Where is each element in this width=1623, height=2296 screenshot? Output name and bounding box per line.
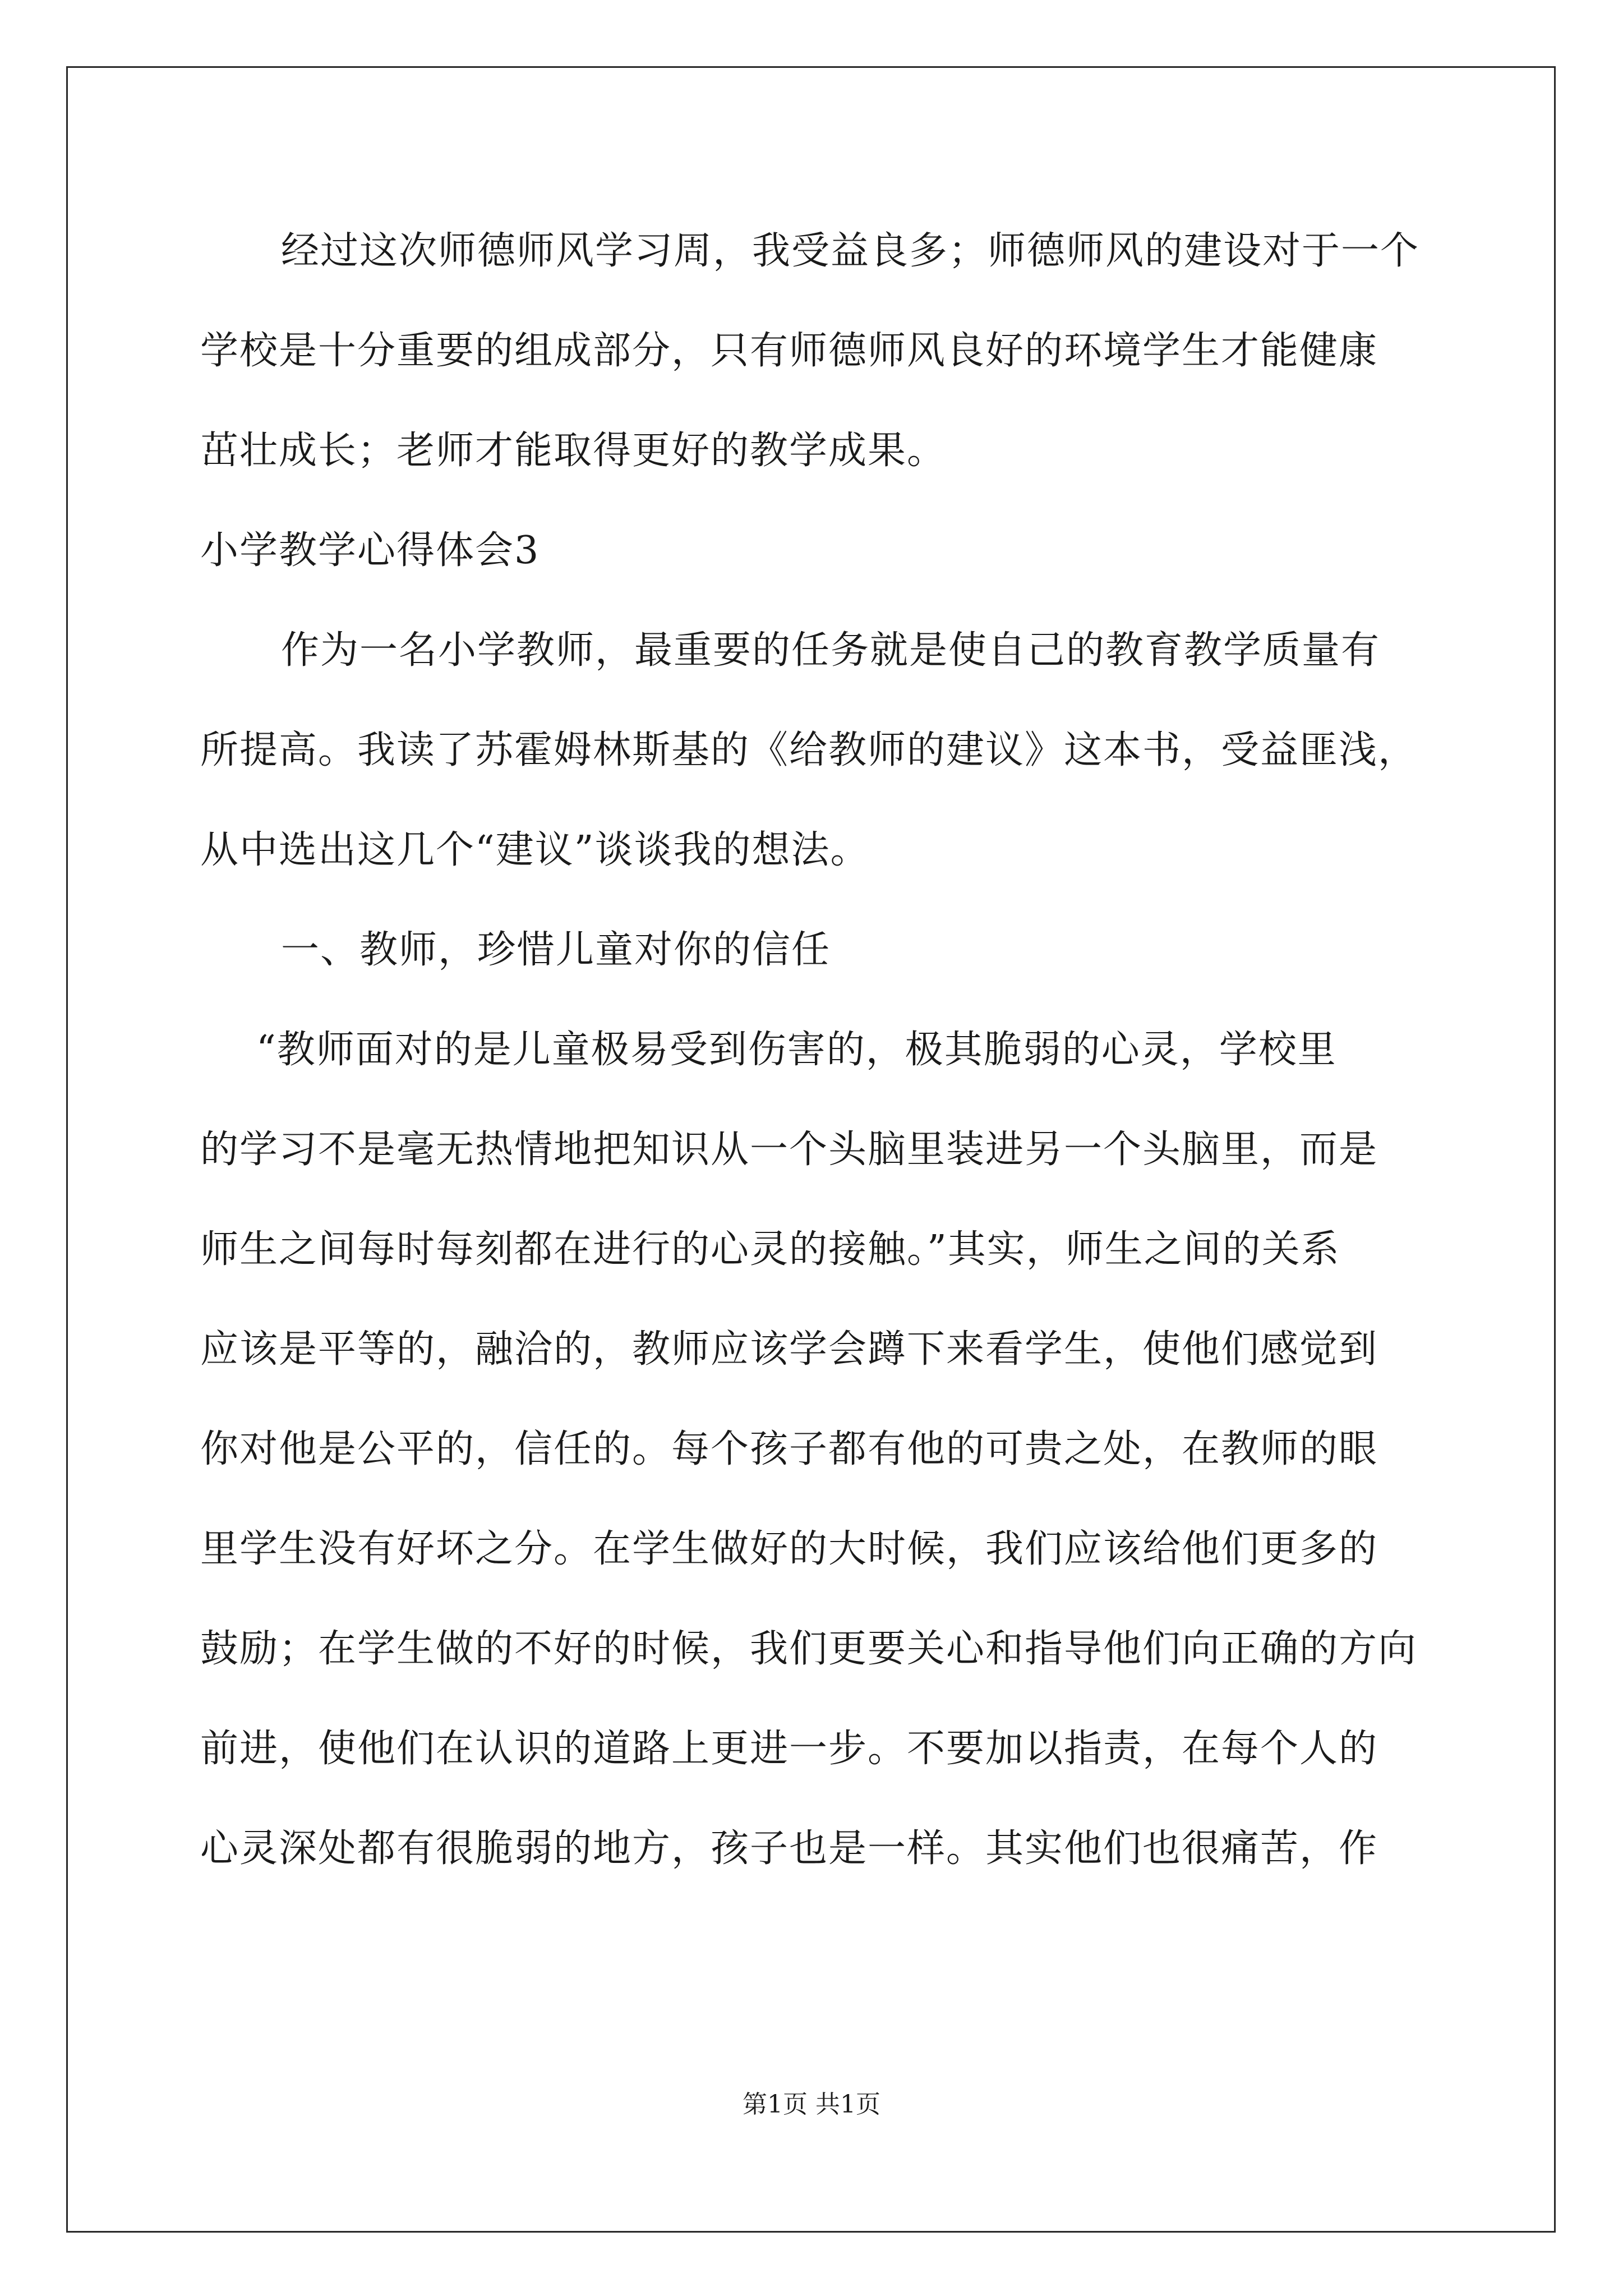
paragraph-line-2: 学校是十分重要的组成部分，只有师德师风良好的环境学生才能健康: [200, 329, 1378, 373]
paragraph-line-6: 所提高。我读了苏霍姆林斯基的《给教师的建议》这本书，受益匪浅，: [200, 728, 1418, 772]
paragraph-line-5: 作为一名小学教师，最重要的任务就是使自己的教育教学质量有: [281, 628, 1381, 673]
paragraph-line-12: 应该是平等的，融洽的，教师应该学会蹲下来看学生，使他们感觉到: [200, 1327, 1378, 1372]
paragraph-line-3: 茁壮成长；老师才能取得更好的教学成果。: [200, 429, 947, 473]
section-heading: 小学教学心得体会3: [200, 528, 540, 573]
paragraph-line-1: 经过这次师德师风学习周，我受益良多；师德师风的建设对于一个: [281, 229, 1420, 273]
paragraph-line-13: 你对他是公平的，信任的。每个孩子都有他的可贵之处，在教师的眼: [200, 1427, 1378, 1471]
paragraph-line-14: 里学生没有好坏之分。在学生做好的大时候，我们应该给他们更多的: [200, 1527, 1378, 1571]
paragraph-line-17: 心灵深处都有很脆弱的地方，孩子也是一样。其实他们也很痛苦，作: [200, 1826, 1378, 1871]
paragraph-line-16: 前进，使他们在认识的道路上更进一步。不要加以指责，在每个人的: [200, 1727, 1378, 1771]
paragraph-line-7: 从中选出这几个“建议”谈谈我的想法。: [200, 828, 870, 872]
paragraph-line-15: 鼓励；在学生做的不好的时候，我们更要关心和指导他们向正确的方向: [200, 1627, 1418, 1671]
page-footer: 第1页 共1页: [743, 2090, 880, 2119]
subheading: 一、教师，珍惜儿童对你的信任: [281, 928, 831, 972]
paragraph-line-10: 的学习不是毫无热情地把知识从一个头脑里装进另一个头脑里，而是: [200, 1128, 1378, 1172]
paragraph-line-11: 师生之间每时每刻都在进行的心灵的接触。”其实，师生之间的关系: [200, 1227, 1340, 1272]
paragraph-line-9: “教师面对的是儿童极易受到伤害的，极其脆弱的心灵，学校里: [256, 1028, 1337, 1072]
